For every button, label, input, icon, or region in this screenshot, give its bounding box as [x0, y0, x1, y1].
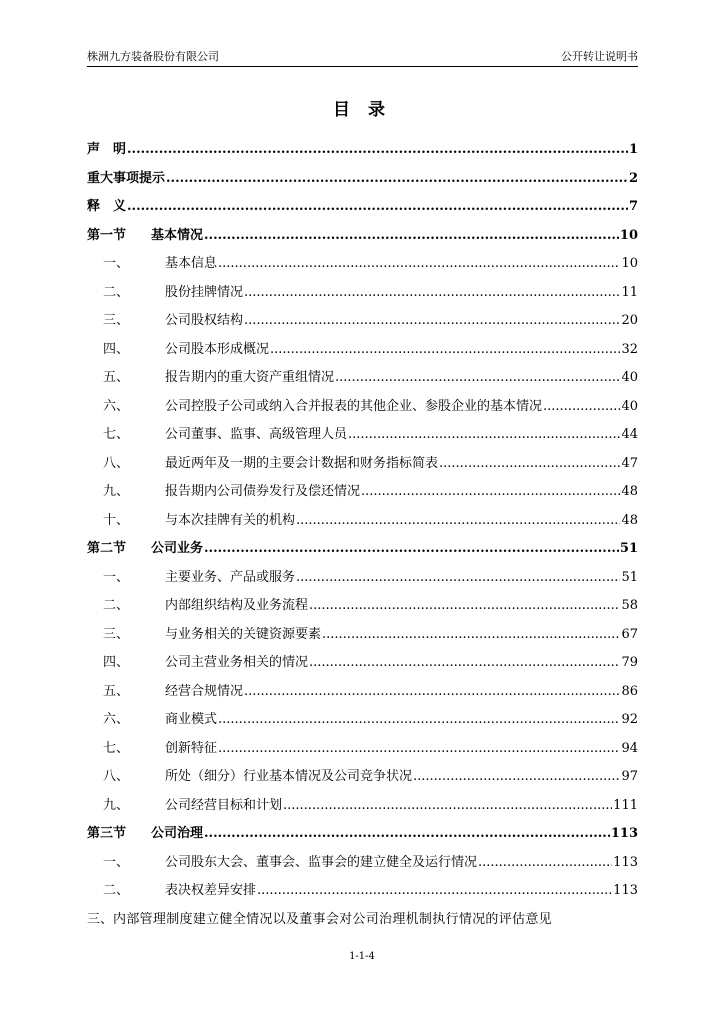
- toc-entry-label: 主要业务、产品或服务: [165, 569, 296, 585]
- toc-entry-label: 公司主营业务相关的情况: [165, 655, 309, 670]
- toc-entry-label: 创新特征: [165, 740, 218, 756]
- toc-entry-number: 三、: [87, 911, 114, 927]
- toc-entry[interactable]: [87, 680, 638, 709]
- toc-entry-label: 重大事项提示: [87, 170, 166, 186]
- toc-entry-number: 二、: [103, 883, 130, 898]
- toc-entry-number: 三、: [103, 626, 130, 642]
- toc-entry-label: 基本情况: [151, 227, 204, 243]
- toc-entry[interactable]: [87, 566, 638, 595]
- toc-entry-page: 97: [621, 769, 638, 784]
- toc-entry-page: 32: [621, 341, 638, 357]
- toc-entry[interactable]: [87, 537, 638, 566]
- toc-entry[interactable]: [87, 338, 638, 367]
- toc-leader-dots: [361, 484, 620, 499]
- toc-entry[interactable]: [87, 281, 638, 310]
- toc-entry-label: 公司业务: [151, 541, 204, 556]
- toc-leader-dots: [218, 741, 620, 756]
- toc-entry-label: 报告期内公司债券发行及偿还情况: [165, 484, 361, 499]
- toc-leader-dots: [257, 883, 612, 898]
- toc-entry-page: 58: [621, 598, 638, 613]
- toc-entry[interactable]: [87, 879, 638, 908]
- toc-entry-label: 经营合规情况: [165, 683, 244, 699]
- toc-entry[interactable]: [87, 224, 638, 253]
- toc-entry-page: 40: [621, 398, 638, 414]
- toc-entry[interactable]: [87, 167, 638, 196]
- toc-entry-page: 51: [621, 569, 638, 585]
- toc-entry-page: 92: [621, 712, 638, 727]
- toc-entry[interactable]: [87, 737, 638, 766]
- toc-leader-dots: [204, 541, 619, 556]
- page-title: 目 录: [333, 100, 391, 120]
- toc-entry[interactable]: [87, 794, 638, 823]
- toc-entry-number: 一、: [103, 256, 130, 271]
- toc-entry[interactable]: [87, 708, 638, 737]
- toc-entry-label: 商业模式: [165, 712, 218, 727]
- toc-leader-dots: [244, 684, 620, 699]
- toc-leader-dots: [309, 598, 620, 613]
- toc-entry[interactable]: [87, 594, 638, 623]
- toc-entry[interactable]: [87, 252, 638, 281]
- toc-entry[interactable]: [87, 651, 638, 680]
- toc-entry-page: 113: [610, 826, 638, 841]
- toc-entry-number: 七、: [103, 740, 130, 756]
- toc-entry-number: 四、: [103, 655, 130, 670]
- toc-leader-dots: [543, 399, 620, 414]
- toc-entry-label: 与本次挂牌有关的机构: [165, 512, 296, 528]
- toc-entry[interactable]: [87, 480, 638, 509]
- toc-entry-number: 一、: [103, 854, 130, 870]
- toc-leader-dots: [309, 655, 620, 670]
- toc-entry-number: 六、: [103, 712, 130, 727]
- toc-entry-page: 47: [621, 455, 638, 471]
- toc-entry-page: 10: [619, 227, 638, 243]
- toc-entry-label: 内部管理制度建立健全情况以及董事会对公司治理机制执行情况的评估意见: [113, 911, 552, 927]
- toc-entry[interactable]: [87, 822, 638, 851]
- toc-entry-number: 一、: [103, 569, 130, 585]
- toc-entry-label: 公司股权结构: [165, 313, 244, 328]
- toc-entry-number: 第三节: [87, 826, 127, 841]
- toc-entry-page: 113: [613, 854, 638, 870]
- toc-entry-page: 113: [613, 883, 638, 898]
- toc-entry-number: 七、: [103, 427, 130, 442]
- toc-leader-dots: [283, 798, 612, 813]
- toc-entry[interactable]: [87, 765, 638, 794]
- toc-entry[interactable]: [87, 366, 638, 395]
- table-of-contents: [87, 138, 638, 936]
- toc-entry-page: 51: [619, 541, 638, 556]
- toc-entry-page: 94: [621, 740, 638, 756]
- toc-leader-dots: [218, 712, 620, 727]
- toc-entry-number: 十、: [103, 512, 130, 528]
- toc-leader-dots: [270, 342, 620, 357]
- toc-leader-dots: [478, 855, 612, 870]
- toc-entry-number: 九、: [103, 797, 130, 813]
- toc-entry-page: 10: [621, 256, 638, 271]
- toc-entry-label: 最近两年及一期的主要会计数据和财务指标简表: [165, 455, 439, 471]
- toc-entry[interactable]: [87, 509, 638, 538]
- toc-leader-dots: [127, 142, 628, 157]
- toc-entry[interactable]: [87, 309, 638, 338]
- toc-leader-dots: [335, 370, 620, 385]
- toc-leader-dots: [244, 285, 620, 300]
- toc-entry-label: 内部组织结构及业务流程: [165, 598, 309, 613]
- toc-entry-number: 五、: [103, 683, 130, 699]
- toc-leader-dots: [218, 256, 620, 271]
- toc-entry-page: 48: [621, 512, 638, 528]
- toc-entry-number: 第二节: [87, 541, 127, 556]
- toc-entry-page: 67: [621, 626, 638, 642]
- toc-entry[interactable]: [87, 851, 638, 880]
- toc-entry[interactable]: [87, 623, 638, 652]
- header-doc-type: 公开转让说明书: [561, 50, 638, 63]
- toc-leader-dots: [413, 769, 620, 784]
- toc-entry[interactable]: [87, 138, 638, 167]
- toc-leader-dots: [296, 513, 620, 528]
- toc-entry-page: 44: [621, 427, 638, 442]
- toc-entry-label: 公司控股子公司或纳入合并报表的其他企业、参股企业的基本情况: [165, 398, 543, 414]
- toc-leader-dots: [244, 313, 620, 328]
- toc-leader-dots: [166, 171, 628, 186]
- toc-entry-number: 五、: [103, 370, 130, 385]
- toc-entry-number: 八、: [103, 455, 130, 471]
- toc-entry-label: 与业务相关的关键资源要素: [165, 626, 322, 642]
- toc-entry[interactable]: [87, 195, 638, 224]
- toc-leader-dots: [204, 228, 619, 243]
- toc-entry-label: 所处（细分）行业基本情况及公司竞争状况: [165, 769, 413, 784]
- toc-leader-dots: [322, 627, 620, 642]
- toc-leader-dots: [439, 456, 620, 471]
- toc-entry-page: 7: [628, 199, 638, 214]
- toc-entry-page: 20: [621, 313, 638, 328]
- toc-entry-page: 40: [621, 370, 638, 385]
- toc-entry-number: 四、: [103, 341, 130, 357]
- toc-entry-label: 公司治理: [151, 826, 204, 841]
- toc-leader-dots: [348, 427, 620, 442]
- toc-entry-number: 九、: [103, 484, 130, 499]
- toc-leader-dots: [296, 570, 620, 585]
- toc-entry-page: 111: [613, 797, 638, 813]
- toc-entry-number: 三、: [103, 313, 130, 328]
- toc-entry-label: 基本信息: [165, 256, 218, 271]
- toc-entry-label: 公司股东大会、董事会、监事会的建立健全及运行情况: [165, 854, 478, 870]
- toc-entry-label: 公司经营目标和计划: [165, 797, 283, 813]
- toc-entry-page: 48: [621, 484, 638, 499]
- toc-entry-label: 股份挂牌情况: [165, 284, 244, 300]
- toc-entry-number: 第一节: [87, 227, 127, 243]
- toc-entry-page: 86: [621, 683, 638, 699]
- toc-entry-label: 表决权差异安排: [165, 883, 257, 898]
- header-company: 株洲九方装备股份有限公司: [87, 50, 219, 63]
- toc-entry-page: 2: [628, 170, 638, 186]
- toc-entry[interactable]: [87, 423, 638, 452]
- toc-entry-number: 释 义: [87, 199, 127, 214]
- toc-entry-number: 二、: [103, 284, 130, 300]
- toc-entry-number: 八、: [103, 769, 130, 784]
- toc-entry[interactable]: [87, 908, 638, 937]
- toc-entry-page: 79: [621, 655, 638, 670]
- toc-entry-label: 公司董事、监事、高级管理人员: [165, 427, 348, 442]
- toc-entry-number: 六、: [103, 398, 130, 414]
- toc-entry-page: 1: [628, 142, 638, 157]
- toc-leader-dots: [204, 826, 610, 841]
- page-number: 1-1-4: [349, 951, 375, 962]
- toc-entry-number: 二、: [103, 598, 130, 613]
- toc-entry-page: 11: [621, 284, 638, 300]
- toc-leader-dots: [127, 199, 628, 214]
- toc-entry[interactable]: [87, 395, 638, 424]
- toc-entry[interactable]: [87, 452, 638, 481]
- toc-entry-label: 报告期内的重大资产重组情况: [165, 370, 335, 385]
- page-header: [87, 50, 638, 67]
- toc-entry-label: 公司股本形成概况: [165, 341, 270, 357]
- toc-entry-number: 声 明: [87, 142, 127, 157]
